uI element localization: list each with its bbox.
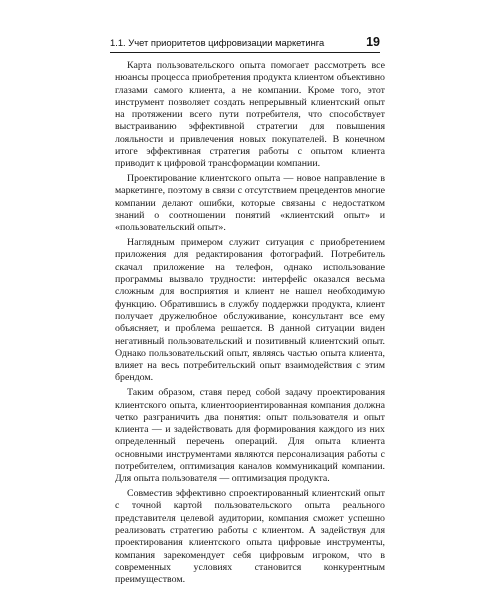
body-text [115,60,385,589]
paragraph-4: Таким образом, ставя перед собой задачу проектирования клиентского опыта, клиентоориентированная компания должна четко разграничить два понятия: опыт пользователя и опыт клиента — и задействовать для формирования каждого из них определенный перечень операций. Для опыта клиента основными инструментами являются персонализация работы с потребителем, оптимизация каналов коммуникаций компании. Для опыта пользователя — оптимизация продукта. [115,387,385,485]
paragraph-3: Наглядным примером служит ситуация с приобретением приложения для редактирования фотографий. Потребитель скачал приложение на телефон, однако использование программы вызвало трудности: интерфейс оказался весьма сложным для восприятия и клиент не нашел необходимую функцию. Обратившись в службу поддержки продукта, клиент получает дружелюбное обслуживание, консультант все ему объясняет, и проблема решается. В данной ситуации виден негативный пользовательский и позитивный клиентский опыт. Однако пользовательский опыт, являясь частью опыта клиента, влияет на весь потребительский опыт взаимодействия с этим брендом. [115,237,385,384]
paragraph-5: Совместив эффективно спроектированный клиентский опыт с точной картой пользовательского опыта реального представителя целевой аудитории, компания сможет успешно реализовать стратегию работы с клиентом. А задействуя для проектирования клиентского опыта цифровые инструменты, компания зарекомендует себя цифровым игроком, что в современных условиях становится конкурентным преимуществом. [115,488,385,586]
paragraph-1: Карта пользовательского опыта помогает рассмотреть все нюансы процесса приобретения продукта клиентом объективно глазами самого клиента, а не компании. Кроме того, этот инструмент позволяет создать непрерывный клиентский опыт на протяжении всего пути потребителя, что способствует выстраиванию эффективной стратегии для повышения лояльности и привлечения новых покупателей. В конечном итоге эффективная стратегия работы с опытом клиента приводит к цифровой трансформации компании. [115,60,385,170]
running-header [110,36,380,53]
page-number: 19 [366,35,380,49]
section-title: 1.1. Учет приоритетов цифровизации маркетинга [110,37,325,48]
paragraph-2: Проектирование клиентского опыта — новое направление в маркетинге, поэтому в связи с отсутствием прецедентов многие компании делают ошибки, которые связаны с недостатком знаний о соотношении понятий «клиентский опыт» и «пользовательский опыт». [115,173,385,234]
